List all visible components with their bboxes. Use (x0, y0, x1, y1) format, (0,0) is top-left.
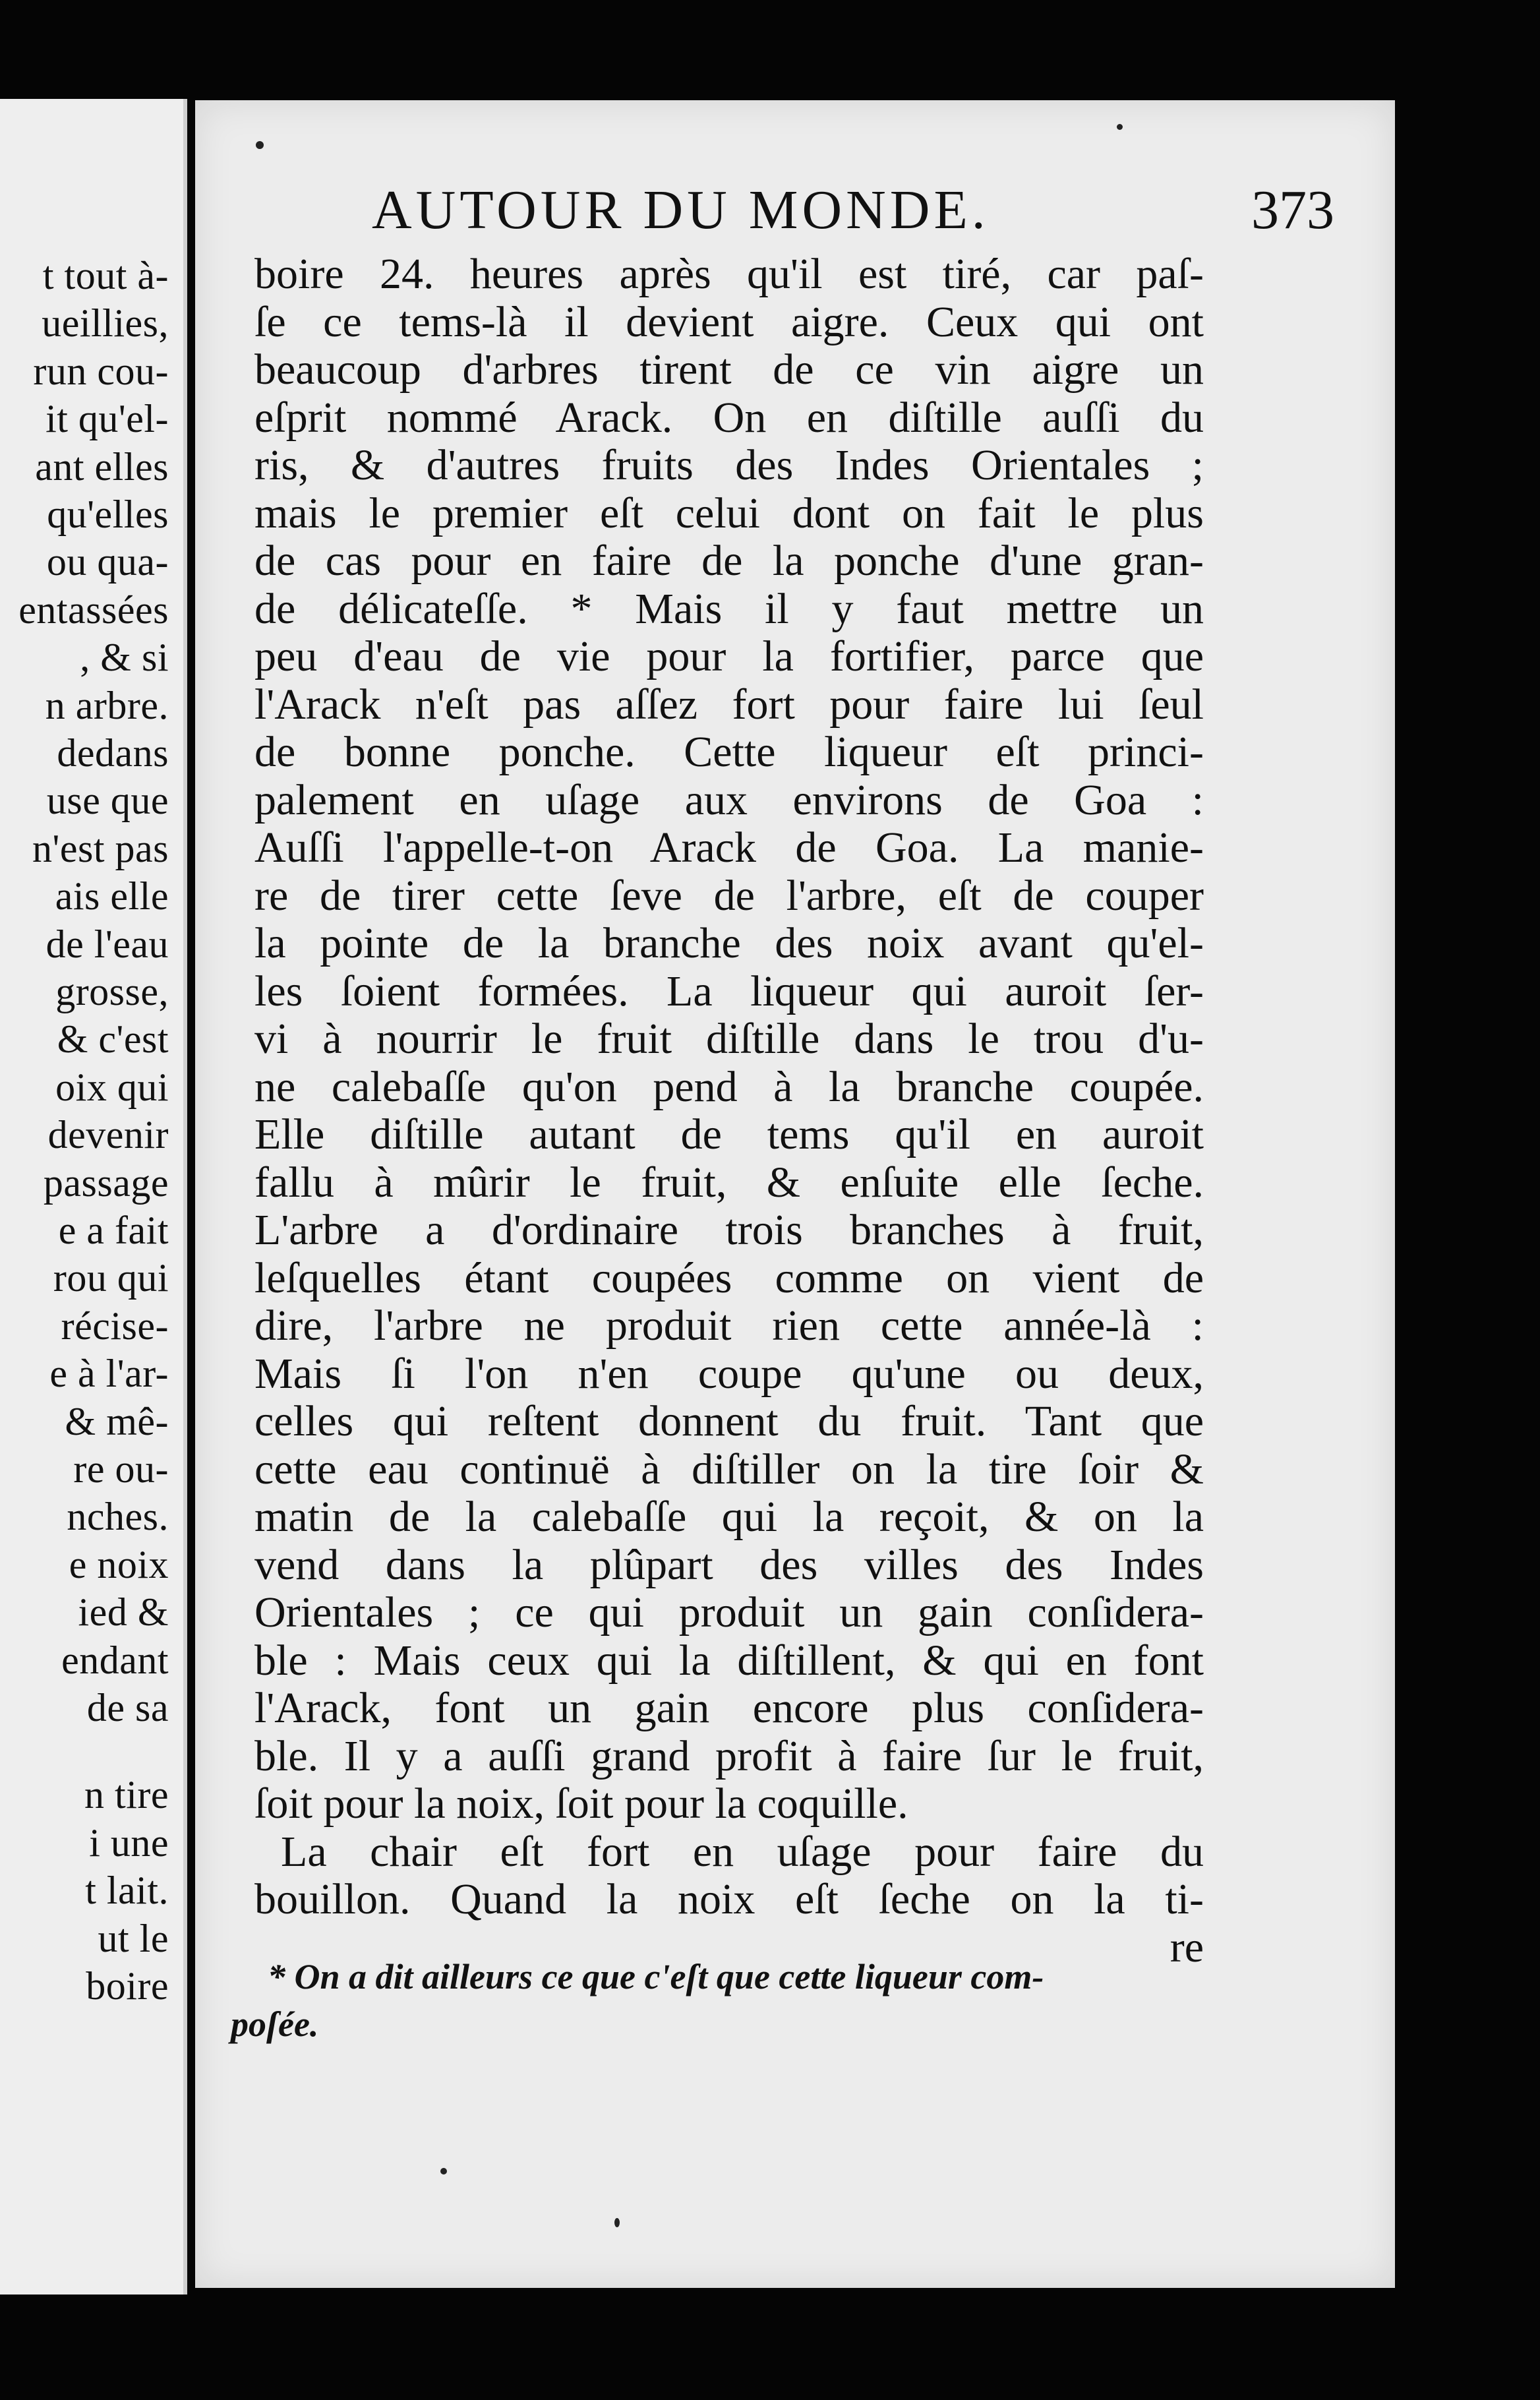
body-line: La chair eſt fort en uſage pour faire du (281, 1827, 1204, 1876)
body-line: vi à nourrir le fruit diſtille dans le trou d'u- (254, 1015, 1204, 1063)
left-page-line: it qu'el- (45, 397, 169, 441)
body-line: mais le premier eſt celui dont on fait le plus (254, 489, 1204, 537)
left-page-line: de l'eau (45, 922, 169, 966)
left-page-line: & c'est (57, 1017, 169, 1062)
left-page-line: t tout à- (42, 254, 169, 297)
body-line: boire 24. heures après qu'il est tiré, car paſ- (254, 250, 1204, 298)
body-line: bouillon. Quand la noix eſt ſeche on la ti- (254, 1875, 1204, 1923)
left-page-line: récise- (61, 1304, 169, 1348)
left-page-line: entassées (18, 587, 169, 632)
left-page-line: ant elles (35, 444, 169, 489)
left-page-line: ueillies, (42, 301, 169, 345)
left-page-line: & mê- (65, 1399, 169, 1443)
body-line: la pointe de la branche des noix avant qu'el- (254, 919, 1204, 967)
body-line: ſe ce tems-là il devient aigre. Ceux qui ont (254, 297, 1204, 346)
footnote-line: * On a dit ailleurs ce que c'eſt que cette liqueur com- (268, 1957, 1044, 1996)
body-line: peu d'eau de vie pour la fortifier, parce que (254, 632, 1204, 680)
ink-speck (440, 2168, 447, 2175)
left-page-line: e noix (69, 1542, 169, 1586)
left-page-line: passage (43, 1160, 169, 1205)
left-page-line: i une (89, 1820, 169, 1865)
right-page (195, 100, 1395, 2288)
left-page-line: oix qui (55, 1065, 169, 1109)
left-page-line: n'est pas (32, 826, 169, 870)
body-line: matin de la calebaſſe qui la reçoit, & on la (254, 1493, 1204, 1541)
ink-speck (256, 141, 264, 149)
body-line: Orientales ; ce qui produit un gain conſidera- (254, 1588, 1204, 1636)
body-line: Mais ſi l'on n'en coupe qu'une ou deux, (254, 1349, 1204, 1398)
left-page-line: e à l'ar- (49, 1352, 169, 1396)
left-page-line: dedans (57, 731, 169, 775)
left-page-line: re ou- (73, 1447, 169, 1491)
body-line: l'Arack n'eſt pas aſſez fort pour faire lui ſeul (254, 680, 1204, 729)
left-page-line: rou qui (53, 1256, 169, 1300)
body-line: l'Arack, font un gain encore plus conſidera- (254, 1684, 1204, 1732)
footnote-line: poſée. (231, 2004, 319, 2044)
left-page-line: t lait. (85, 1869, 169, 1913)
left-page-line: e a fait (58, 1209, 169, 1252)
body-line: les ſoient formées. La liqueur qui auroit ſer- (254, 967, 1204, 1015)
body-line: ris, & d'autres fruits des Indes Orientales ; (254, 441, 1204, 489)
left-page-line: qu'elles (47, 493, 169, 536)
left-page-line: de sa (86, 1686, 169, 1729)
page-number: 373 (1251, 179, 1334, 241)
footnote (231, 1953, 1206, 2048)
running-title: AUTOUR DU MONDE. (372, 179, 990, 241)
left-page-edge (0, 99, 187, 2295)
body-line: cette eau continuë à diſtiller on la tire ſoir & (254, 1445, 1204, 1493)
left-page-line: n arbre. (45, 683, 169, 727)
body-line: de délicateſſe. * Mais il y faut mettre un (254, 584, 1204, 633)
running-head (372, 174, 1334, 247)
left-page-line: devenir (47, 1113, 169, 1157)
body-line: L'arbre a d'ordinaire trois branches à fruit, (254, 1206, 1204, 1254)
body-line: Elle diſtille autant de tems qu'il en auroit (254, 1110, 1204, 1158)
body-line: celles qui reſtent donnent du fruit. Tant que (254, 1397, 1204, 1445)
left-page-line: nches. (67, 1495, 169, 1539)
body-line: ble : Mais ceux qui la diſtillent, & qui en font (254, 1636, 1204, 1685)
body-line: beaucoup d'arbres tirent de ce vin aigre un (254, 345, 1204, 394)
left-page-line: ied & (78, 1590, 169, 1635)
left-page-line: endant (61, 1638, 169, 1682)
body-line: fallu à mûrir le fruit, & enſuite elle ſeche. (254, 1158, 1204, 1207)
body-line: leſquelles étant coupées comme on vient de (254, 1253, 1204, 1302)
left-page-line: n tire (84, 1773, 169, 1817)
body-line: ble. Il y a auſſi grand profit à faire ſur le fruit, (254, 1731, 1204, 1780)
left-page-line: run cou- (33, 349, 169, 393)
body-line: eſprit nommé Arack. On en diſtille auſſi du (254, 393, 1204, 442)
body-text (254, 251, 1204, 1971)
left-page-line: use que (46, 779, 169, 823)
body-line: vend dans la plûpart des villes des Indes (254, 1540, 1204, 1589)
body-line: de bonne ponche. Cette liqueur eſt princi- (254, 728, 1204, 776)
left-page-line: ou qua- (46, 540, 169, 584)
body-line: re de tirer cette ſeve de l'arbre, eſt de couper (254, 871, 1204, 920)
body-line: dire, l'arbre ne produit rien cette année-là : (254, 1302, 1204, 1350)
ink-speck (614, 2218, 620, 2227)
left-page-line: ut le (98, 1916, 169, 1960)
body-line: Auſſi l'appelle-t-on Arack de Goa. La manie- (254, 824, 1204, 872)
body-line: ne calebaſſe qu'on pend à la branche coupée. (254, 1062, 1204, 1111)
left-page-line: grosse, (55, 970, 169, 1013)
left-page-line: , & si (80, 636, 169, 680)
left-page-line: boire (86, 1964, 169, 2008)
body-line: de cas pour en faire de la ponche d'une gran- (254, 537, 1204, 585)
catchword: re (1170, 1923, 1204, 1971)
body-line: palement en uſage aux environs de Goa : (254, 775, 1204, 824)
left-page-line: ais elle (55, 874, 169, 918)
body-line: ſoit pour la noix, ſoit pour la coquille. (254, 1780, 908, 1828)
ink-speck (1117, 124, 1123, 130)
